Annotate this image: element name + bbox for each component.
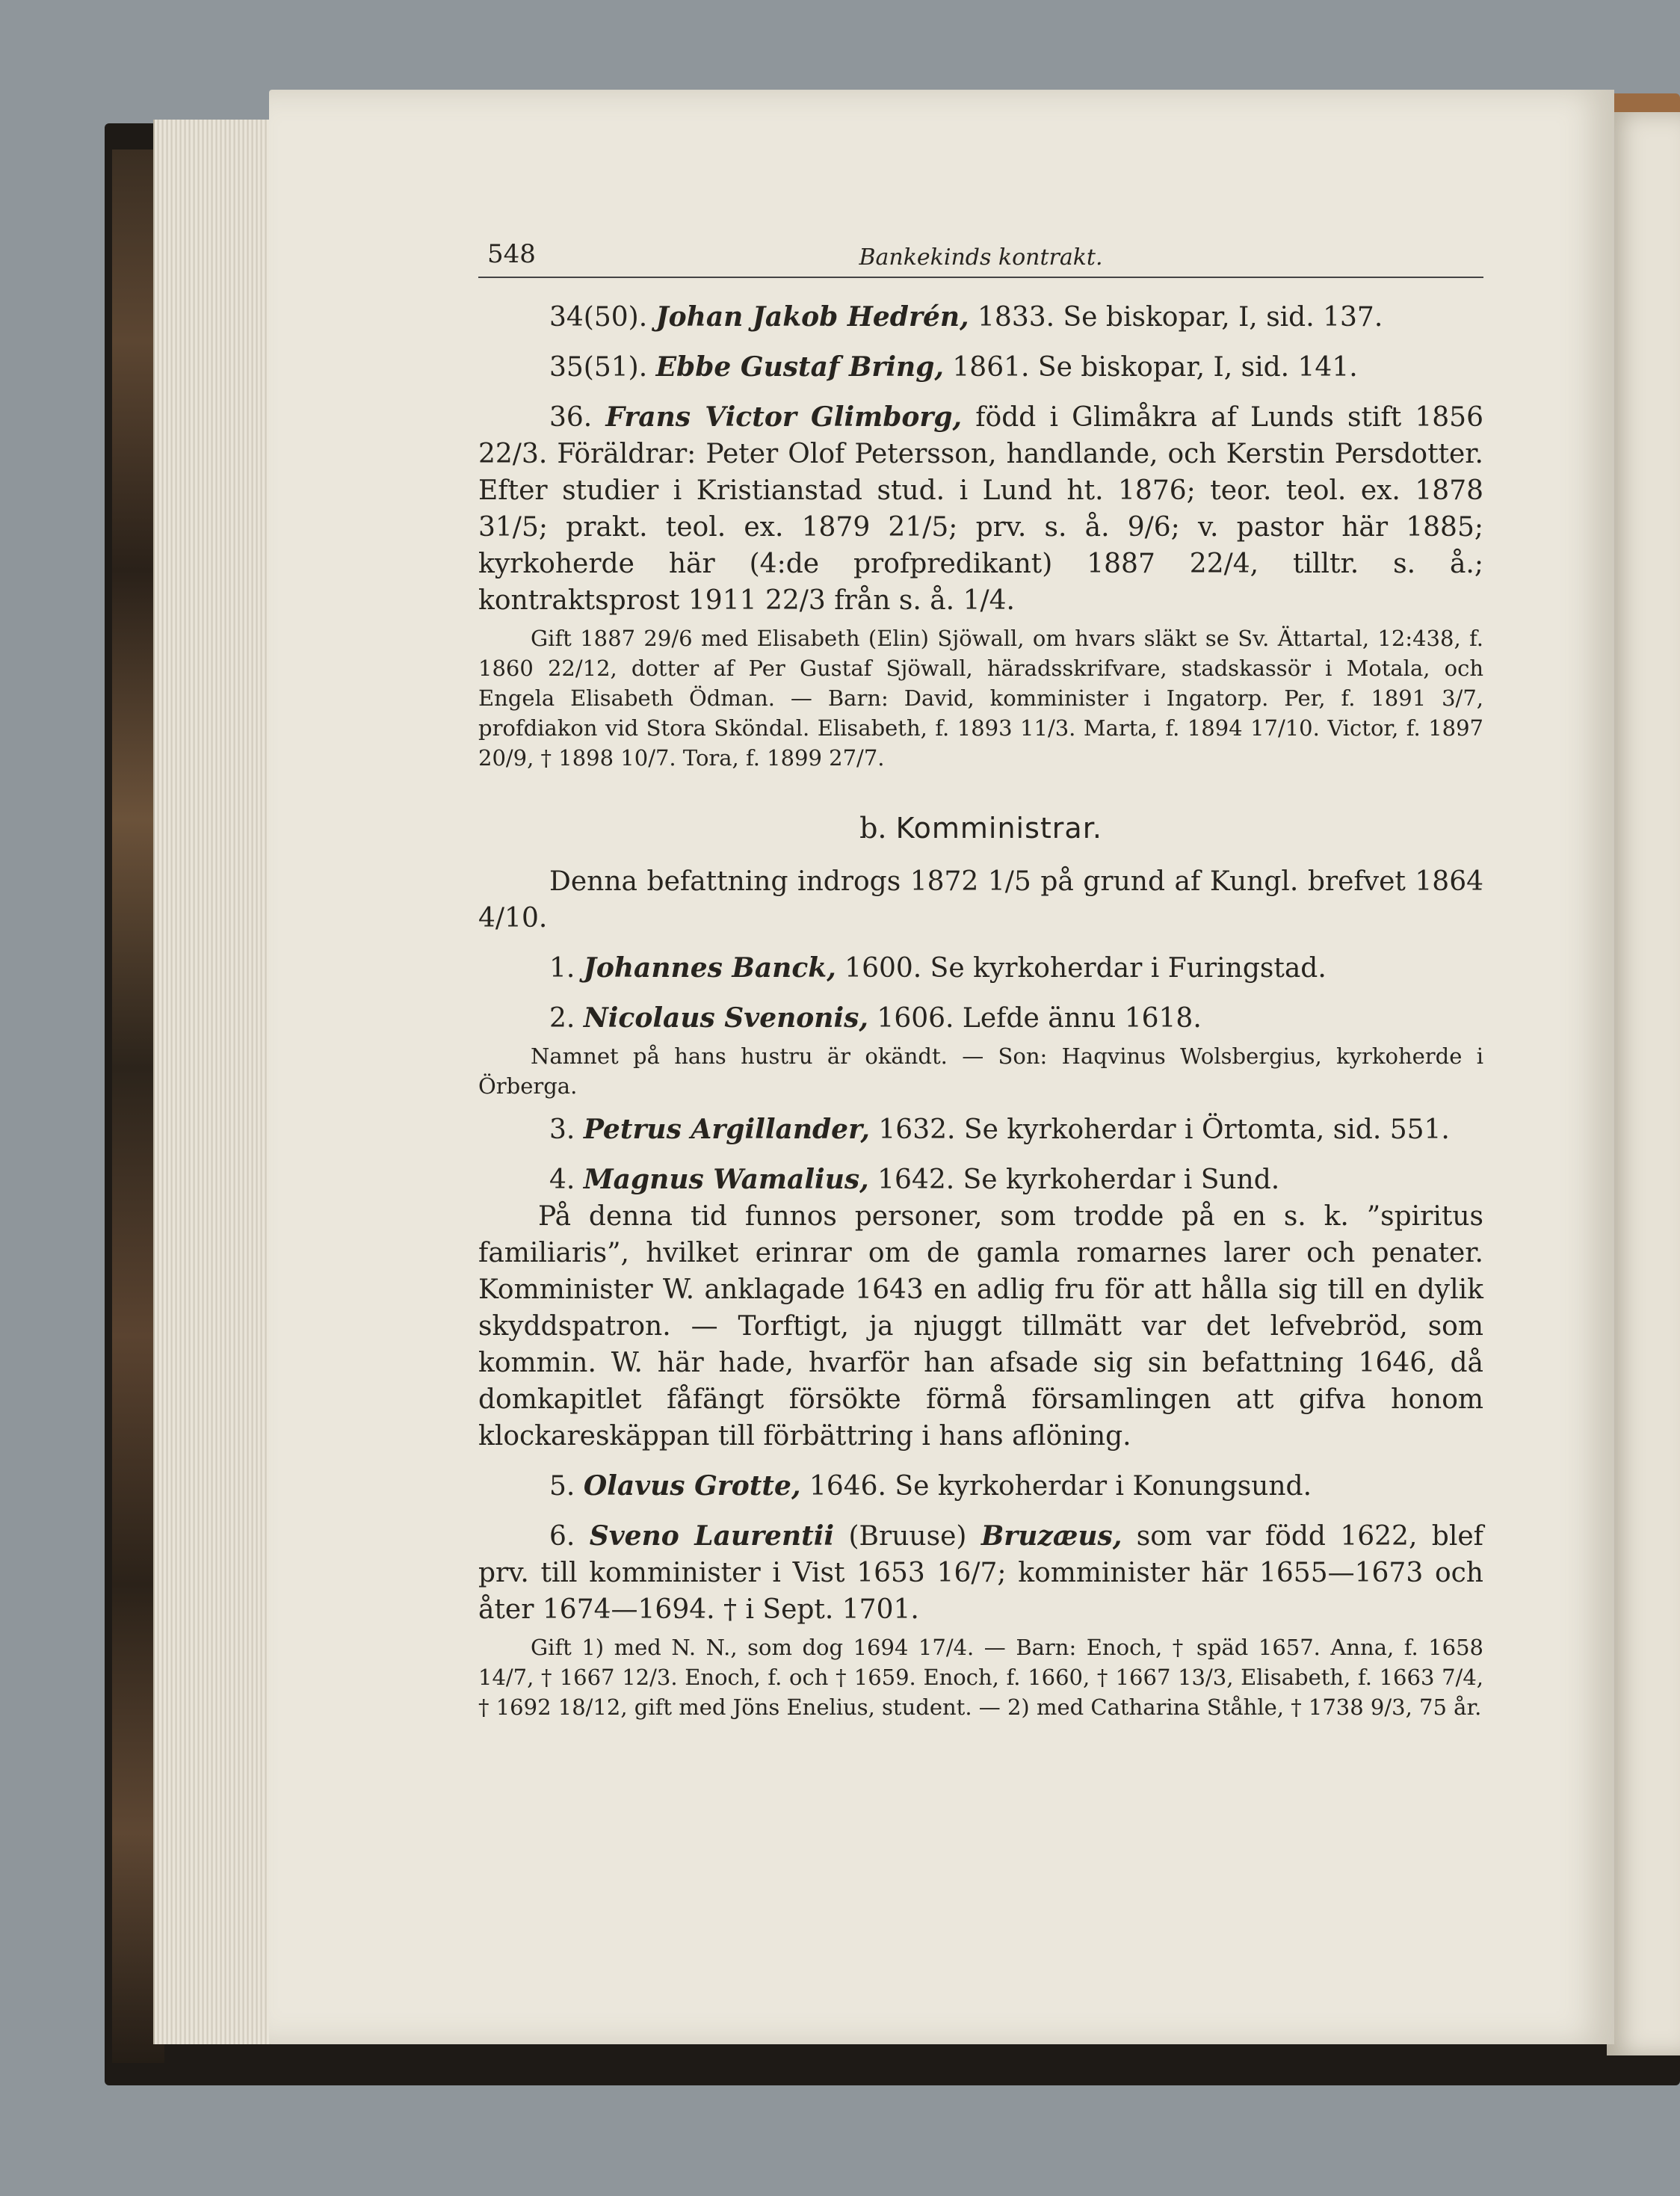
entry-number: 5. [549,1471,575,1502]
komm-entry-1 [478,950,1483,987]
section-heading [478,810,1483,847]
entry-number: 1. [549,953,575,984]
page-header [478,232,1483,278]
section-title: Komministrar. [895,812,1102,845]
entry-name: Olavus Grotte, [583,1470,801,1502]
entry-number: 4. [549,1165,575,1195]
entry-text-2: som var född 1622, blef prv. till komminister i Vist 1653 16/7; komminister här 1655—1673 och åter 1674—1694. † i Sept. 1701. [478,1521,1483,1625]
entry-name: Johannes Banck, [583,952,836,984]
komm-entry-2 [478,1000,1483,1037]
entry-text: 1646. Se kyrkoherdar i Konungsund. [800,1471,1312,1502]
entry-text: 1600. Se kyrkoherdar i Furingstad. [836,953,1327,984]
entry-number: 35(51). [549,352,648,383]
page-content [478,232,1483,1733]
entry-name-alt: Bruzæus, [980,1520,1122,1552]
komm-entry-3 [478,1111,1483,1148]
entry-text: 1861. Se biskopar, I, sid. 141. [943,352,1358,383]
entry-number: 2. [549,1003,575,1034]
entry-number: 6. [549,1521,575,1552]
entry-name: Ebbe Gustaf Bring, [655,351,944,383]
facing-page [1607,112,1680,2055]
entry-name: Petrus Argillander, [583,1114,870,1145]
running-title: Bankekinds kontrakt. [859,244,1103,271]
entry-name: Sveno Laurentii [589,1520,835,1552]
entry-text: (Bruuse) [834,1521,981,1552]
entry-34 [478,299,1483,336]
entry-text: 1642. Se kyrkoherdar i Sund. [868,1165,1280,1195]
entry-35 [478,349,1483,386]
komm-entry-5 [478,1468,1483,1505]
footnote-komm-2: Namnet på hans hustru är okändt. — Son: Haqvinus Wolsbergius, kyrkoherde i Örberga. [478,1043,1483,1099]
entry-number: 3. [549,1114,575,1145]
entry-text: 1833. Se biskopar, I, sid. 137. [969,302,1383,333]
page-number: 548 [487,239,536,269]
entry-text: 1606. Lefde ännu 1618. [868,1003,1202,1034]
entry-36 [478,399,1483,619]
footnote-36: Gift 1887 29/6 med Elisabeth (Elin) Sjöwall, om hvars släkt se Sv. Ättartal, 12:438, f. 1860 22/12, dotter af Per Gustaf Sjöwall, häradsskrifvare, stadskassör i Motala, och Engela Elisabeth Ödman. — Barn: David, komminister i Ingatorp. Per, f. 1891 3/7, profdiakon vid Stora Sköndal. Elisabeth, f. 1893 11/3. Marta, f. 1894 17/10. Victor, f. 1897 20/9, † 1898 10/7. Tora, f. 1899 27/7. [478,626,1483,771]
entry-number: 36. [549,402,593,433]
entry-number: 34(50). [549,302,648,333]
komm-entry-6 [478,1518,1483,1628]
section-intro: Denna befattning indrogs 1872 1/5 på grund af Kungl. brefvet 1864 4/10. [478,866,1483,934]
section-letter: b. [859,812,887,845]
komm-entry-4 [478,1162,1483,1198]
entry-text: född i Glimåkra af Lunds stift 1856 22/3. Föräldrar: Peter Olof Petersson, handlande, och Kerstin Persdotter. Efter studier i Kristianstad stud. i Lund ht. 1876; teor. teol. ex. 1878 31/5; prakt. teol. ex. 1879 21/5; prv. s. å. 9/6; v. pastor här 1885; kyrkoherde här (4:de profpredikant) 1887 22/4, tilltr. s. å.; kontraktsprost 1911 22/3 från s. å. 1/4. [478,402,1483,616]
entry-text: 1632. Se kyrkoherdar i Örtomta, sid. 551. [869,1114,1450,1145]
footnote-komm-6: Gift 1) med N. N., som dog 1694 17/4. — Barn: Enoch, † späd 1657. Anna, f. 1658 14/7, † 1667 12/3. Enoch, f. och † 1659. Enoch, f. 1660, † 1667 13/3, Elisabeth, f. 1663 7/4, † 1692 18/12, gift med Jöns Enelius, student. — 2) med Catharina Ståhle, † 1738 9/3, 75 år. [478,1635,1483,1720]
entry-name: Frans Victor Glimborg, [605,401,963,433]
entry-name: Nicolaus Svenonis, [583,1002,868,1034]
entry-name: Magnus Wamalius, [583,1164,869,1195]
komm-4-paragraph: På denna tid funnos personer, som trodde på en s. k. ”spiritus familiaris”, hvilket erinrar om de gamla romarnes larer och penater. Komminister W. anklagade 1643 en adlig fru för att hålla sig till en dylik skyddspatron. — Torftigt, ja njuggt tillmätt var det lefvebröd, som kommin. W. här hade, hvarför han afsade sig sin befattning 1646, då domkapitlet fåfängt försökte förmå församlingen att gifva honom klockareskäppan till förbättring i hans aflöning. [478,1201,1483,1452]
entry-name: Johan Jakob Hedrén, [655,301,969,333]
